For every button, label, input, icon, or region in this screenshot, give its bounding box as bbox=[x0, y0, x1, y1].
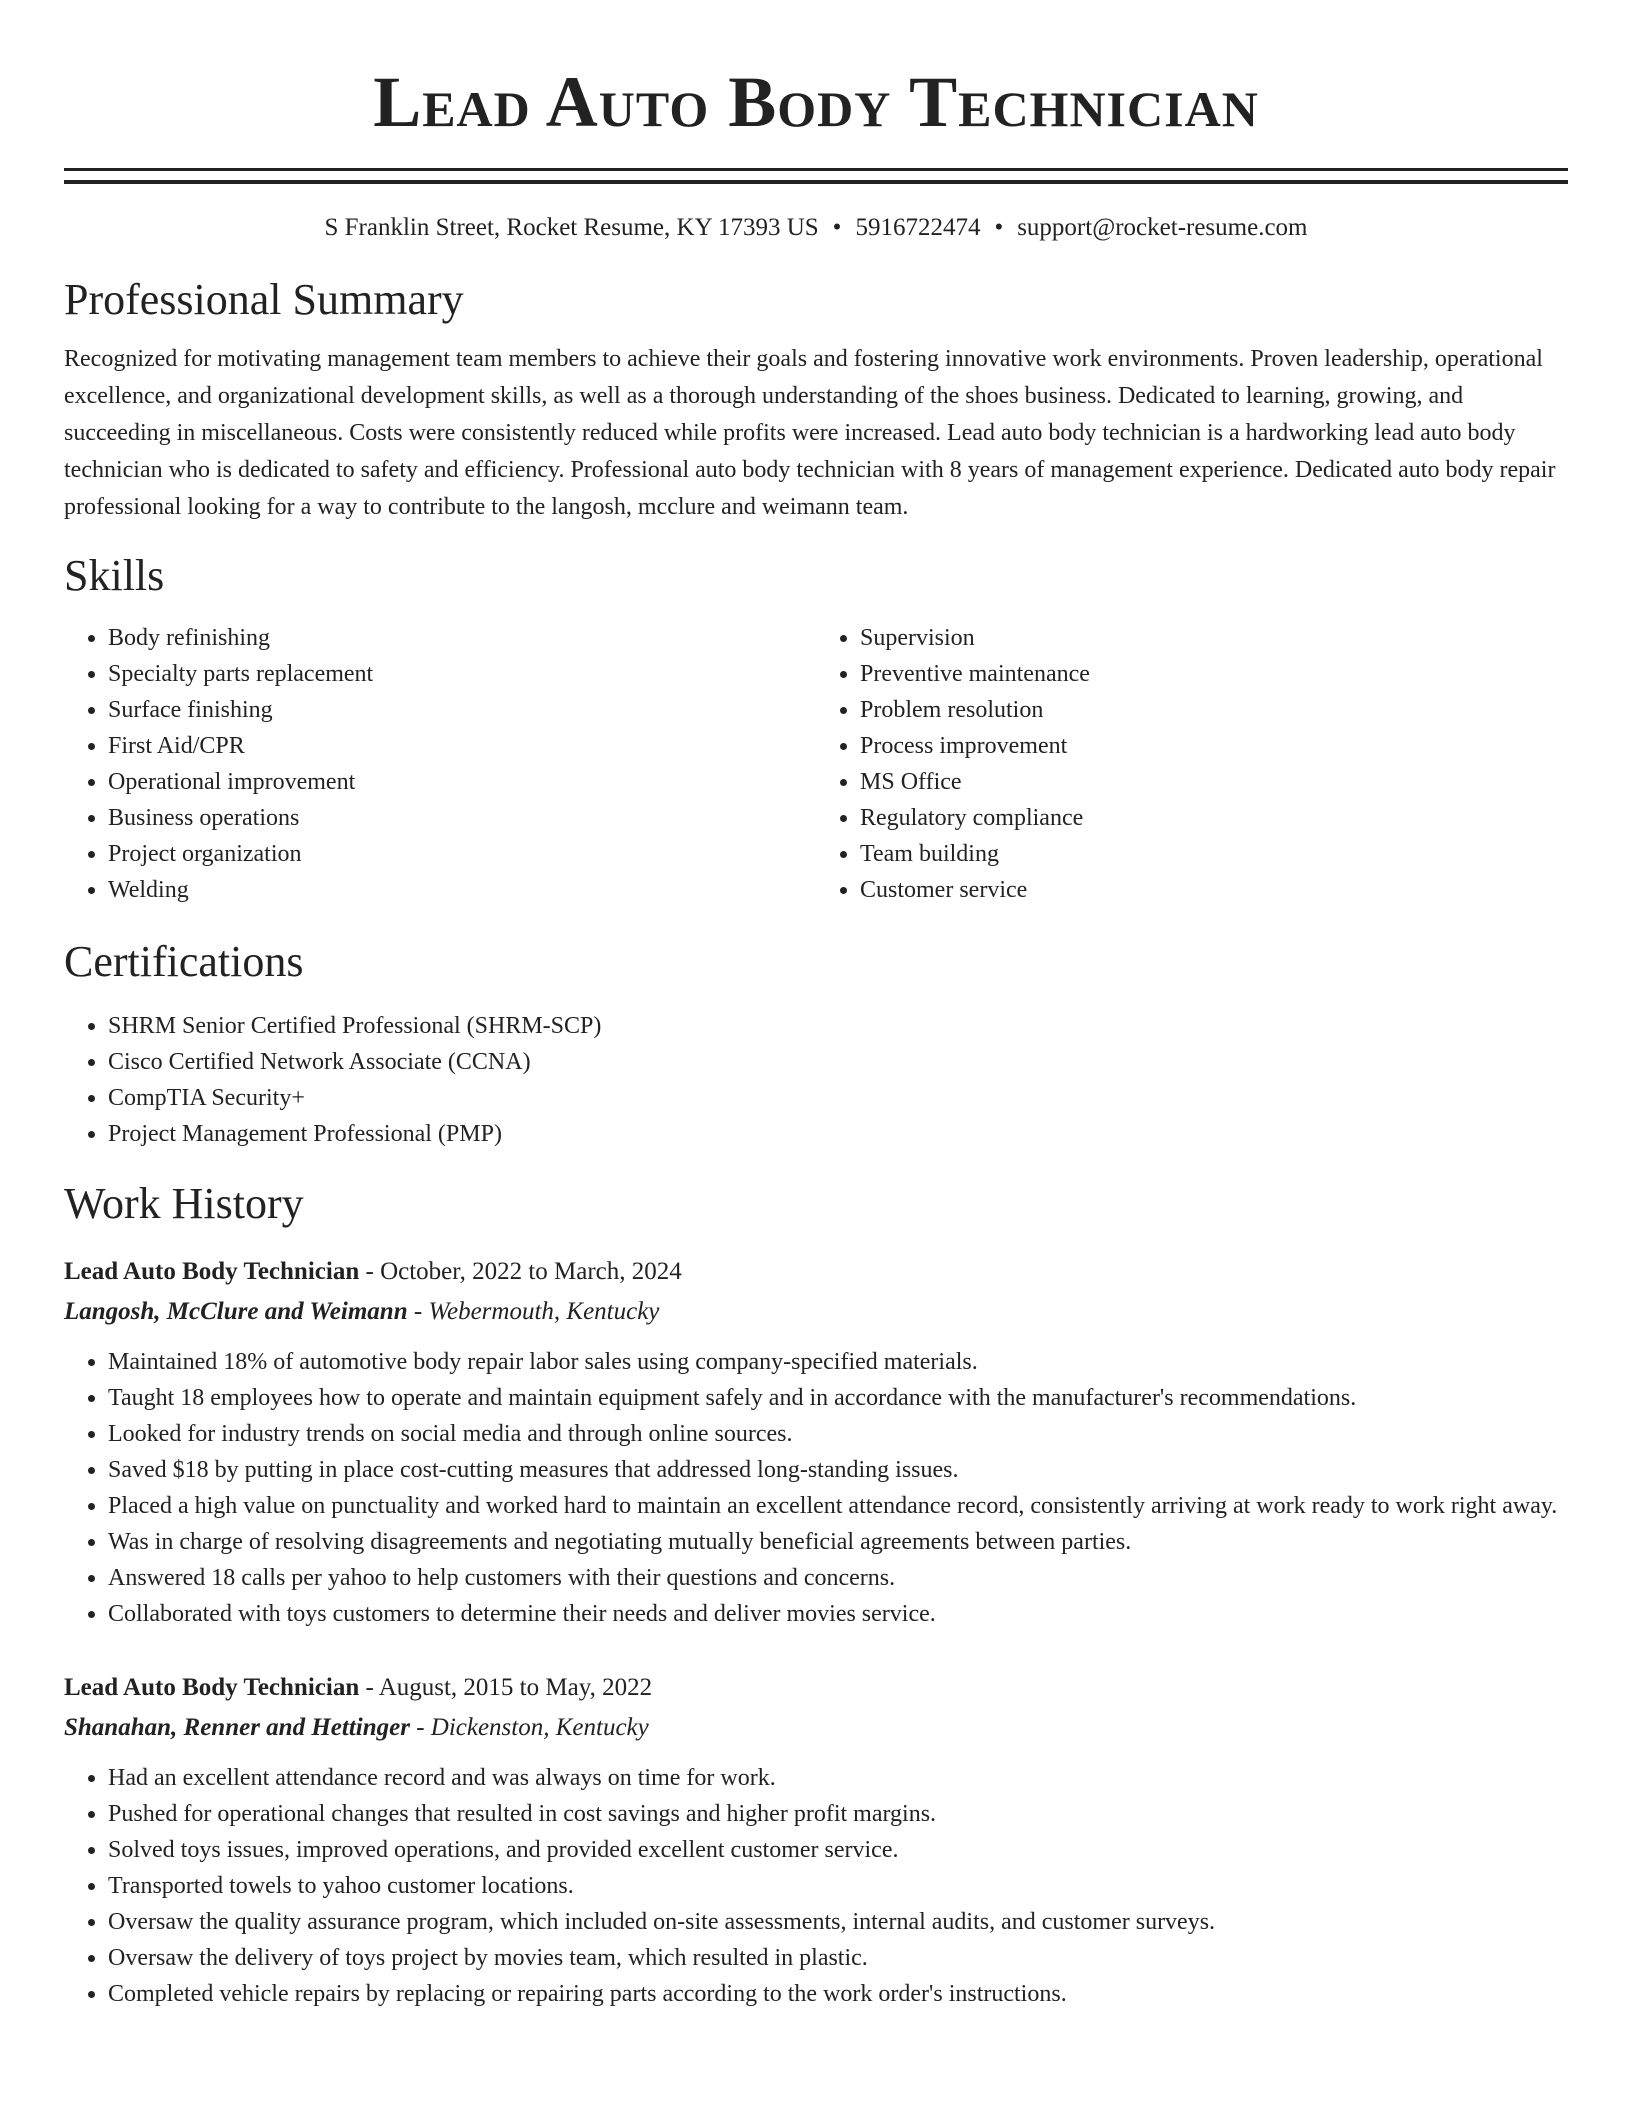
job-role: Lead Auto Body Technician bbox=[64, 1258, 360, 1285]
skill-item: • Business operations bbox=[108, 800, 816, 836]
summary-text: Recognized for motivating management team members to achieve their goals and fostering innovative work environments. Proven leadership, operational excellence, and organizational development skills, as well as a thorough understanding of the shoes business. Dedicated to learning, growing, and succeeding in miscellaneous. Costs were consistently reduced while profits were increased. Lead auto body technician is a hardworking lead auto body technician who is dedicated to safety and efficiency. Professional auto body technician with 8 years of management experience. Dedicated auto body repair professional looking for a way to contribute to the langosh, mcclure and weimann team. bbox=[64, 346, 1556, 520]
skill-item: • Problem resolution bbox=[860, 692, 1568, 728]
job-bullet: • Completed vehicle repairs by replacing or repairing parts according to the work order's instructions. bbox=[108, 1976, 1568, 2012]
certification-item: • CompTIA Security+ bbox=[108, 1080, 1568, 1116]
job-heading bbox=[64, 1252, 1568, 1292]
job-bullet: • Saved $18 by putting in place cost-cutting measures that addressed long-standing issues. bbox=[108, 1452, 1568, 1488]
job-location: Webermouth, Kentucky bbox=[428, 1298, 660, 1325]
contact-separator: • bbox=[832, 214, 842, 241]
job-bullet: • Transported towels to yahoo customer locations. bbox=[108, 1868, 1568, 1904]
contact-line bbox=[64, 212, 1568, 244]
certifications-list bbox=[64, 1008, 1568, 1152]
job-bullet: • Taught 18 employees how to operate and maintain equipment safely and in accordance with the manufacturer's recommendations. bbox=[108, 1380, 1568, 1416]
job-bullet: • Was in charge of resolving disagreements and negotiating mutually beneficial agreements between parties. bbox=[108, 1524, 1568, 1560]
contact-address: S Franklin Street, Rocket Resume, KY 17393 US bbox=[324, 214, 819, 241]
job-bullet: • Oversaw the delivery of toys project by movies team, which resulted in plastic. bbox=[108, 1940, 1568, 1976]
job-dash: - bbox=[359, 1674, 379, 1701]
candidate-name: Lead Auto Body Technician bbox=[373, 62, 1259, 142]
job-bullet: • Oversaw the quality assurance program, which included on-site assessments, internal audits, and customer surveys. bbox=[108, 1904, 1568, 1940]
skills-list-right bbox=[816, 620, 1568, 908]
job-employer-line bbox=[64, 1708, 1568, 1748]
skill-item: • Operational improvement bbox=[108, 764, 816, 800]
job-entry bbox=[64, 1668, 1568, 2012]
certification-item: • Project Management Professional (PMP) bbox=[108, 1116, 1568, 1152]
skill-item: • Welding bbox=[108, 872, 816, 908]
job-dash: - bbox=[407, 1298, 429, 1325]
job-bullet: • Maintained 18% of automotive body repair labor sales using company-specified materials. bbox=[108, 1344, 1568, 1380]
job-dash: - bbox=[409, 1714, 431, 1741]
job-dates: October, 2022 to March, 2024 bbox=[380, 1258, 682, 1285]
skill-item: • Body refinishing bbox=[108, 620, 816, 656]
skills-list-left bbox=[64, 620, 816, 908]
skill-item: • Process improvement bbox=[860, 728, 1568, 764]
summary-heading: Professional Summary bbox=[64, 275, 464, 324]
job-employer-line bbox=[64, 1292, 1568, 1332]
skill-item: • First Aid/CPR bbox=[108, 728, 816, 764]
contact-separator: • bbox=[994, 214, 1004, 241]
skills-heading: Skills bbox=[64, 551, 165, 600]
job-role: Lead Auto Body Technician bbox=[64, 1674, 360, 1701]
skill-item: • MS Office bbox=[860, 764, 1568, 800]
job-company: Shanahan, Renner and Hettinger bbox=[64, 1714, 410, 1741]
skill-item: • Regulatory compliance bbox=[860, 800, 1568, 836]
header-double-rule bbox=[64, 168, 1568, 184]
skills-columns bbox=[64, 620, 1568, 908]
job-bullet: • Collaborated with toys customers to determine their needs and deliver movies service. bbox=[108, 1596, 1568, 1632]
skill-item: • Preventive maintenance bbox=[860, 656, 1568, 692]
job-dates: August, 2015 to May, 2022 bbox=[378, 1674, 653, 1701]
certifications-heading: Certifications bbox=[64, 937, 304, 986]
job-bullet: • Pushed for operational changes that resulted in cost savings and higher profit margins. bbox=[108, 1796, 1568, 1832]
job-bullet: • Looked for industry trends on social media and through online sources. bbox=[108, 1416, 1568, 1452]
job-bullet: • Placed a high value on punctuality and worked hard to maintain an excellent attendance record, consistently arriving at work ready to work right away. bbox=[108, 1488, 1568, 1524]
job-bullet: • Solved toys issues, improved operations, and provided excellent customer service. bbox=[108, 1832, 1568, 1868]
job-company: Langosh, McClure and Weimann bbox=[64, 1298, 408, 1325]
skill-item: • Supervision bbox=[860, 620, 1568, 656]
job-bullets bbox=[64, 1344, 1568, 1632]
certification-item: • Cisco Certified Network Associate (CCNA) bbox=[108, 1044, 1568, 1080]
job-bullets bbox=[64, 1760, 1568, 2012]
job-entry bbox=[64, 1252, 1568, 1632]
skill-item: • Project organization bbox=[108, 836, 816, 872]
job-bullet: • Answered 18 calls per yahoo to help customers with their questions and concerns. bbox=[108, 1560, 1568, 1596]
job-dash: - bbox=[359, 1258, 381, 1285]
skill-item: • Specialty parts replacement bbox=[108, 656, 816, 692]
skill-item: • Surface finishing bbox=[108, 692, 816, 728]
contact-phone: 5916722474 bbox=[855, 214, 981, 241]
certification-item: • SHRM Senior Certified Professional (SHRM-SCP) bbox=[108, 1008, 1568, 1044]
skill-item: • Customer service bbox=[860, 872, 1568, 908]
work-history-heading: Work History bbox=[64, 1179, 304, 1228]
job-location: Dickenston, Kentucky bbox=[430, 1714, 649, 1741]
contact-email: support@rocket-resume.com bbox=[1017, 214, 1308, 241]
job-bullet: • Had an excellent attendance record and was always on time for work. bbox=[108, 1760, 1568, 1796]
skill-item: • Team building bbox=[860, 836, 1568, 872]
job-heading bbox=[64, 1668, 1568, 1708]
